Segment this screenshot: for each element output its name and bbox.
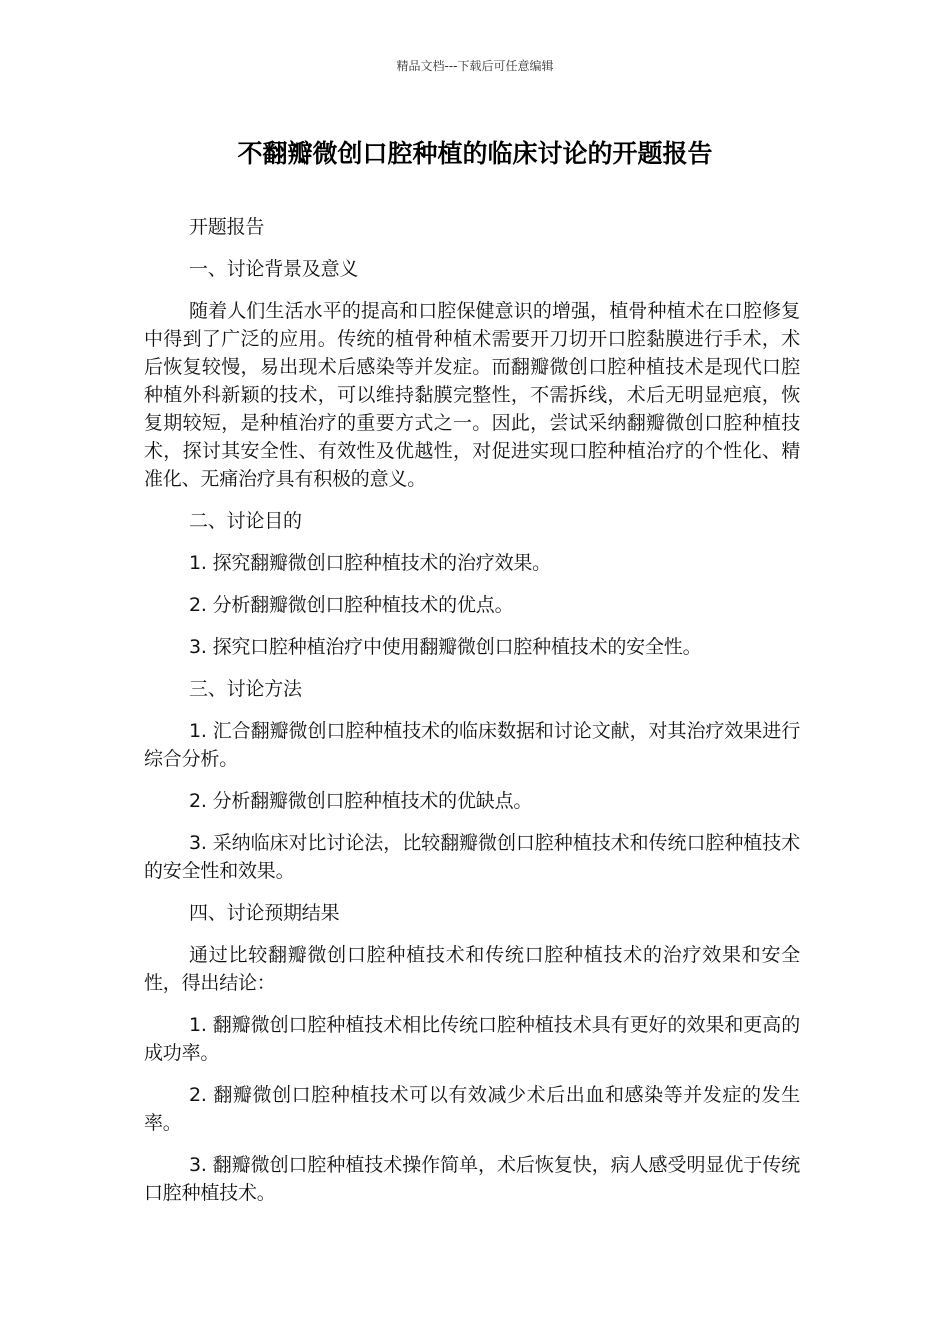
section-heading-expected-results: 四、讨论预期结果 <box>189 902 340 924</box>
methods-item-3: 3. 采纳临床对比讨论法，比较翻瓣微创口腔种植技术和传统口腔种植技术的安全性和效果。 <box>144 832 800 882</box>
document-body <box>144 213 800 1221</box>
expected-results-intro: 通过比较翻瓣微创口腔种植技术和传统口腔种植技术的治疗效果和安全性，得出结论： <box>144 944 800 994</box>
document-title: 不翻瓣微创口腔种植的临床讨论的开题报告 <box>237 139 713 168</box>
methods-item-2: 2. 分析翻瓣微创口腔种植技术的优缺点。 <box>189 790 533 812</box>
page-header: 精品文档---下载后可任意编辑 <box>396 59 554 73</box>
methods-item-1: 1. 汇合翻瓣微创口腔种植技术的临床数据和讨论文献，对其治疗效果进行综合分析。 <box>144 720 800 770</box>
purpose-item-3: 3. 探究口腔种植治疗中使用翻瓣微创口腔种植技术的安全性。 <box>189 636 702 658</box>
background-paragraph: 随着人们生活水平的提高和口腔保健意识的增强，植骨种植术在口腔修复中得到了广泛的应用。传统的植骨种植术需要开刀切开口腔黏膜进行手术，术后恢复较慢，易出现术后感染等并发症。而翻瓣微创口腔种植技术是现代口腔种植外科新颖的技术，可以维持黏膜完整性，不需拆线，术后无明显疤痕，恢复期较短，是种植治疗的重要方式之一。因此，尝试采纳翻瓣微创口腔种植技术，探讨其安全性、有效性及优越性，对促进实现口腔种植治疗的个性化、精准化、无痛治疗具有积极的意义。 <box>144 300 800 490</box>
expected-result-item-3: 3. 翻瓣微创口腔种植技术操作简单，术后恢复快，病人感受明显优于传统口腔种植技术。 <box>144 1154 800 1204</box>
section-label-report: 开题报告 <box>189 216 265 238</box>
purpose-item-2: 2. 分析翻瓣微创口腔种植技术的优点。 <box>189 594 514 616</box>
section-heading-background: 一、讨论背景及意义 <box>189 258 359 280</box>
expected-result-item-2: 2. 翻瓣微创口腔种植技术可以有效减少术后出血和感染等并发症的发生率。 <box>144 1084 800 1134</box>
purpose-item-1: 1. 探究翻瓣微创口腔种植技术的治疗效果。 <box>189 552 551 574</box>
section-heading-methods: 三、讨论方法 <box>189 678 302 700</box>
expected-result-item-1: 1. 翻瓣微创口腔种植技术相比传统口腔种植技术具有更好的效果和更高的成功率。 <box>144 1014 800 1064</box>
section-heading-purpose: 二、讨论目的 <box>189 510 302 532</box>
